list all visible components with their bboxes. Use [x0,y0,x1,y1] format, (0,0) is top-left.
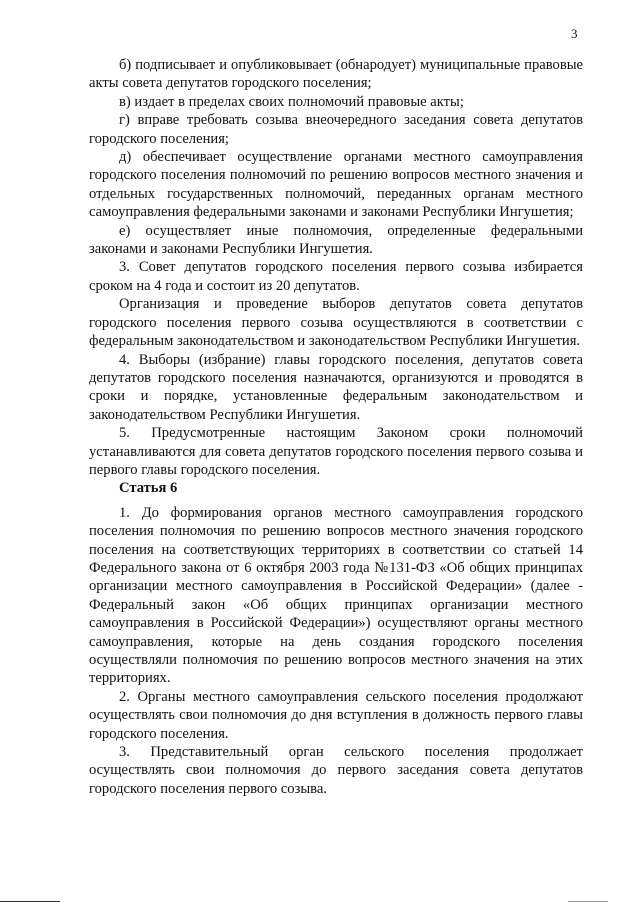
paragraph: б) подписывает и опубликовывает (обнародует) муниципальные правовые акты совета депутатов городского поселения; [89,57,583,92]
paragraph: 2. Органы местного самоуправления сельского поселения продолжают осуществлять свои полномочия до дня вступления в должность первого главы городского поселения. [89,688,583,742]
paragraph: Организация и проведение выборов депутатов совета депутатов городского поселения первого созыва осуществляются в соответствии с федеральным законодательством и законодательством Республики Ингушетия. [89,296,583,350]
scan-edge-mark [568,901,608,902]
paragraph: 3. Представительный орган сельского поселения продолжает осуществлять свои полномочия до первого заседания совета депутатов городского поселения первого созыва. [89,744,583,797]
paragraph: в) издает в пределах своих полномочий правовые акты; [119,93,464,110]
paragraph: е) осуществляет иные полномочия, определенные федеральными законами и законами Республики Ингушетия. [89,222,583,258]
paragraph: 3. Совет депутатов городского поселения первого созыва избирается сроком на 4 года и состоит из 20 депутатов. [89,259,583,294]
scan-edge-mark [0,901,60,902]
page-number: 3 [571,26,578,41]
paragraph: 4. Выборы (избрание) главы городского поселения, депутатов совета депутатов городского поселения назначаются, организуются и проводятся в сроки и порядке, установленные федеральным законодательством и законодательством Республики Ингушетия. [89,351,583,423]
paragraph: 1. До формирования органов местного самоуправления городского поселения полномочия по решению вопросов местного значения городского поселения на соответствующих территориях в соответствии со статьей 14 Федерального закона от 6 октября 2003 года №131-ФЗ «Об общих принципах организации местного самоуправления в Российской Федерации» (далее - Федеральный закон «Об общих принципах организации местного самоуправления в Российской Федерации») осуществляют органы местного самоуправления, которые на день создания городского поселения осуществляли полномочия по решению вопросов местного значения на этих территориях. [89,504,583,687]
article-heading: Статья 6 [119,480,178,497]
paragraph: 5. Предусмотренные настоящим Законом сроки полномочий устанавливаются для совета депутатов городского поселения первого созыва и первого главы городского поселения. [89,425,583,478]
paragraph: д) обеспечивает осуществление органами местного самоуправления городского поселения полномочий по решению вопросов местного значения и отдельных государственных полномочий, переданных органам местного самоуправления федеральными законами и законами Республики Ингушетия; [89,149,583,221]
document-body [89,56,583,798]
paragraph: г) вправе требовать созыва внеочередного заседания совета депутатов городского поселения; [89,112,583,147]
